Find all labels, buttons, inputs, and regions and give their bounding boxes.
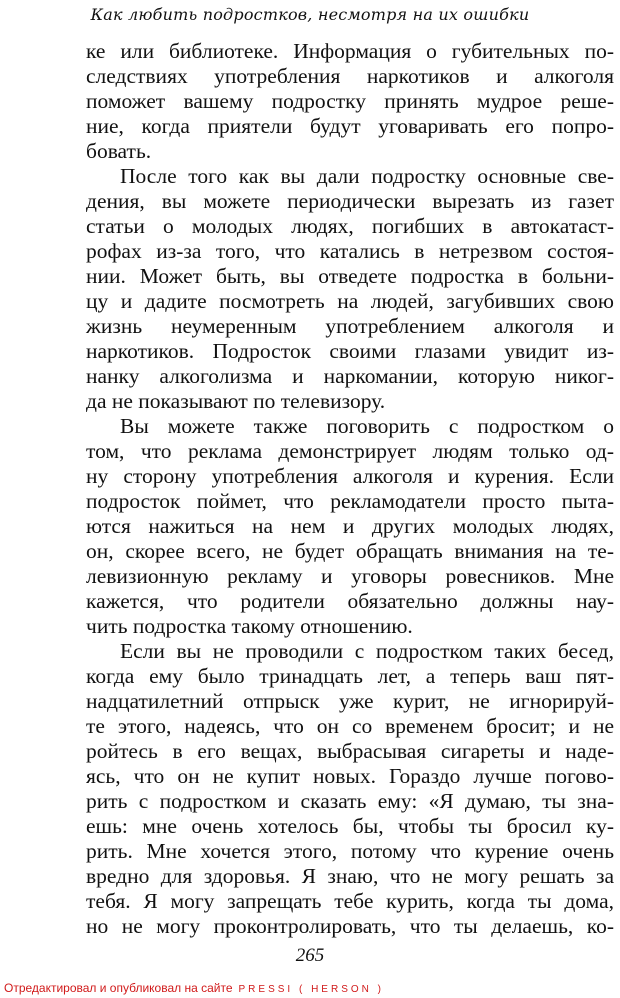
text-line: бовать. (86, 139, 152, 163)
text-line: ну сторону употребления алкоголя и курения. Если (86, 464, 614, 488)
text-line: вредно для здоровья. Я знаю, что не могу решать за (86, 864, 614, 888)
text-line: Если вы не проводили с подростком таких бесед, (120, 639, 614, 663)
text-line: следствиях употребления наркотиков и алкоголя (86, 64, 614, 88)
text-line: он, скорее всего, не будет обращать внимания на те- (86, 539, 614, 563)
text-line: ешь: мне очень хотелось бы, чтобы ты бросил ку- (86, 814, 614, 838)
text-line: том, что реклама демонстрирует людям только од- (86, 439, 614, 463)
footer-credit-text: Отредактировал и опубликовал на сайте (4, 981, 233, 995)
text-line: дения, вы можете периодически вырезать из газет (86, 189, 614, 213)
text-line: ройтесь в его вещах, выбрасывая сигареты и наде- (86, 739, 614, 763)
text-line: те этого, надеясь, что он со временем бросит; и не (86, 714, 614, 738)
text-line: статьи о молодых людях, погибших в автокатаст- (86, 214, 614, 238)
text-line: чить подростка такому отношению. (86, 614, 413, 638)
text-line: ются нажиться на нем и других молодых людях, (86, 514, 614, 538)
text-line: когда ему было тринадцать лет, а теперь ваш пят- (86, 664, 614, 688)
text-line: тебя. Я могу запрещать тебе курить, когда ты дома, (86, 889, 614, 913)
text-line: После того как вы дали подростку основные све- (120, 164, 614, 188)
text-line: жизнь неумеренным употреблением алкоголя и (86, 314, 614, 338)
text-line: Вы можете также поговорить с подростком о (120, 414, 614, 438)
text-line: рить с подростком и сказать ему: «Я думаю, ты зна- (86, 789, 614, 813)
page-number: 265 (295, 945, 325, 966)
text-line: левизионную рекламу и уговоры ровесников. Мне (86, 564, 614, 588)
text-line: кажется, что родители обязательно должны нау- (86, 589, 614, 613)
text-line: но не могу проконтролировать, что ты делаешь, ко- (86, 914, 614, 938)
text-line: нии. Может быть, вы отведете подростка в больни- (86, 264, 614, 288)
text-line: цу и дадите посмотреть на людей, загубивших свою (86, 289, 614, 313)
text-line: наркотиков. Подросток своими глазами увидит из- (86, 339, 614, 363)
running-head: Как любить подростков, несмотря на их ошибки (90, 5, 530, 24)
text-line: да не показывают по телевизору. (86, 389, 386, 413)
footer-site-name: PRESSI ( HERSON ) (238, 984, 384, 995)
text-line: рофах из-за того, что катались в нетрезвом состоя- (86, 239, 614, 263)
text-line: подросток поймет, что рекламодатели просто пыта- (86, 489, 614, 513)
text-line: ке или библиотеке. Информация о губительных по- (86, 39, 614, 63)
text-line: ние, когда приятели будут уговаривать его попро- (86, 114, 614, 138)
footer-credit (4, 981, 384, 997)
text-line: нанку алкоголизма и наркомании, которую никог- (86, 364, 614, 388)
text-line: рить. Мне хочется этого, потому что курение очень (86, 839, 614, 863)
text-line: поможет вашему подростку принять мудрое реше- (86, 89, 614, 113)
text-line: ясь, что он не купит новых. Гораздо лучше погово- (86, 764, 614, 788)
text-line: надцатилетний отпрыск уже курит, не игнорируй- (86, 689, 614, 713)
